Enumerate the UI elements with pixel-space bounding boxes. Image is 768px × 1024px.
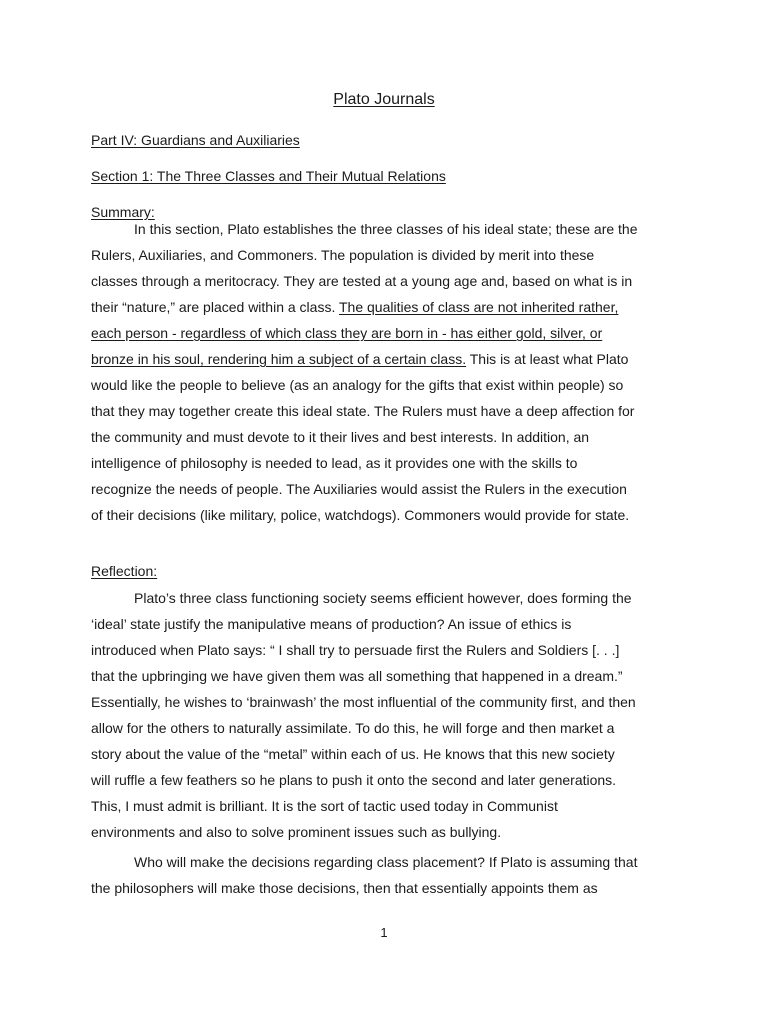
summary-underlined-text: bronze in his soul, rendering him a subject of a certain class.	[91, 351, 467, 367]
document-title: Plato Journals	[333, 91, 435, 108]
reflection-paragraph-1	[91, 585, 691, 845]
page-number: 1	[380, 925, 388, 940]
reflection-paragraph-2	[91, 849, 691, 901]
summary-line: the community and must devote to it their lives and best interests. In addition, an	[91, 429, 590, 445]
summary-paragraph	[91, 216, 691, 528]
reflection-line: ‘ideal’ state justify the manipulative means of production? An issue of ethics is	[91, 616, 572, 632]
summary-line: Rulers, Auxiliaries, and Commoners. The population is divided by merit into these	[91, 247, 595, 263]
summary-line	[91, 294, 691, 320]
reflection-line: that the upbringing we have given them was all something that happened in a dream.”	[91, 668, 623, 684]
summary-line: would like the people to believe (as an analogy for the gifts that exist within people) so	[91, 377, 624, 393]
summary-underlined-line: each person - regardless of which class they are born in - has either gold, silver, or	[91, 325, 603, 341]
summary-line-text: This is at least what Plato	[466, 351, 629, 367]
summary-line: of their decisions (like military, police, watchdogs). Commoners would provide for state.	[91, 507, 630, 523]
summary-line: intelligence of philosophy is needed to lead, as it provides one with the skills to	[91, 455, 578, 471]
reflection-line: allow for the others to naturally assimilate. To do this, he will forge and then market a	[91, 720, 615, 736]
reflection-line: This, I must admit is brilliant. It is the sort of tactic used today in Communist	[91, 798, 558, 814]
reflection-line: Essentially, he wishes to ‘brainwash’ the most influential of the community first, and then	[91, 694, 636, 710]
summary-label: Summary:	[91, 204, 155, 220]
reflection-line: the philosophers will make those decisions, then that essentially appoints them as	[91, 880, 598, 896]
summary-line: In this section, Plato establishes the three classes of his ideal state; these are the	[134, 221, 638, 237]
reflection-line: Who will make the decisions regarding class placement? If Plato is assuming that	[134, 854, 638, 870]
reflection-line: introduced when Plato says: “ I shall try to persuade first the Rulers and Soldiers [. . .]	[91, 642, 620, 658]
reflection-label: Reflection:	[91, 563, 158, 579]
section-heading: Section 1: The Three Classes and Their Mutual Relations	[91, 168, 446, 184]
reflection-line: story about the value of the “metal” within each of us. He knows that this new society	[91, 746, 615, 762]
part-heading: Part IV: Guardians and Auxiliaries	[91, 132, 300, 148]
summary-line	[91, 346, 691, 372]
reflection-line: will ruffle a few feathers so he plans to push it onto the second and later generations.	[91, 772, 617, 788]
reflection-line: Plato’s three class functioning society seems efficient however, does forming the	[134, 590, 632, 606]
summary-underlined-text: The qualities of class are not inherited rather,	[338, 299, 619, 315]
summary-line: recognize the needs of people. The Auxiliaries would assist the Rulers in the execution	[91, 481, 627, 497]
summary-line: that they may together create this ideal state. The Rulers must have a deep affection for	[91, 403, 635, 419]
summary-line-text: their “nature,” are placed within a class.	[91, 299, 339, 315]
reflection-line: environments and also to solve prominent issues such as bullying.	[91, 824, 502, 840]
summary-line: classes through a meritocracy. They are tested at a young age and, based on what is in	[91, 273, 633, 289]
